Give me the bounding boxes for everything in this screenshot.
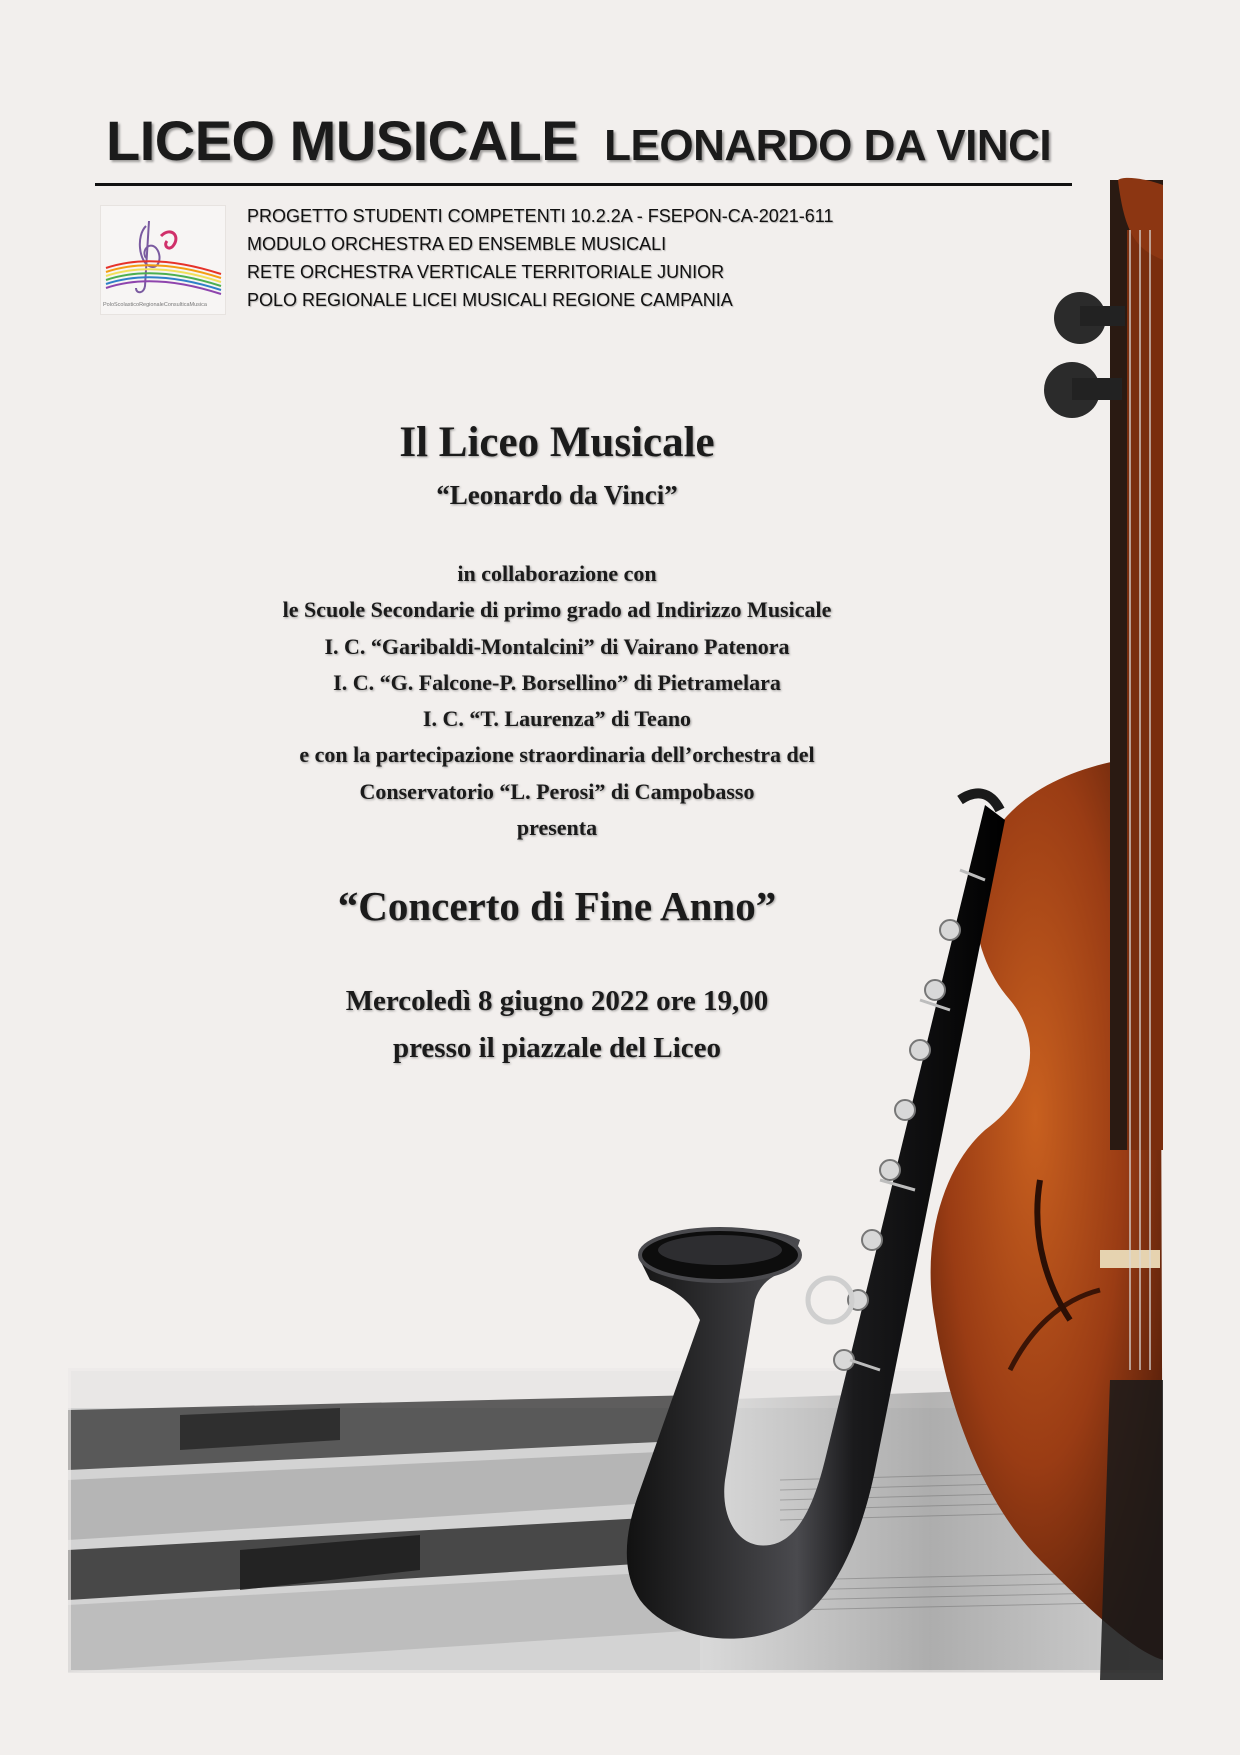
announcement-line: presenta [516,815,598,841]
announcement-line: I. C. “T. Laurenza” di Teano [422,706,692,732]
project-line: POLO REGIONALE LICEI MUSICALI REGIONE CAMPANIA [247,290,733,310]
announcement-body [157,556,957,846]
project-line: MODULO ORCHESTRA ED ENSEMBLE MUSICALI [247,234,667,254]
project-info [247,202,833,314]
header-divider [95,183,1072,186]
page-header [106,108,1051,173]
announcement-line: le Scuole Secondarie di primo grado ad Indirizzo Musicale [282,597,832,623]
announcement-line: I. C. “Garibaldi-Montalcini” di Vairano Patenora [324,633,790,659]
logo-caption: PoloScolasticoRegionaleConsulticaMusica [103,302,207,308]
header-title-name: LEONARDO DA VINCI [604,121,1052,170]
announcement-title: Il Liceo Musicale [399,419,715,466]
announcement-subtitle: “Leonardo da Vinci” [436,480,678,510]
polo-regionale-logo [100,205,226,315]
announcement-line: Conservatorio “L. Perosi” di Campobasso [359,778,755,804]
announcement-line: in collaborazione con [457,561,657,586]
header-title-main: LICEO MUSICALE [106,109,579,172]
event-date: Mercoledì 8 giugno 2022 ore 19,00 [345,985,769,1017]
event-place: presso il piazzale del Liceo [392,1032,722,1064]
project-line: PROGETTO STUDENTI COMPETENTI 10.2.2A - FSEPON-CA-2021-611 [247,206,834,226]
announcement-line: I. C. “G. Falcone-P. Borsellino” di Pietramelara [333,669,781,695]
project-line: RETE ORCHESTRA VERTICALE TERRITORIALE JUNIOR [247,262,725,282]
concert-title: “Concerto di Fine Anno” [337,883,777,929]
announcement-line: e con la partecipazione straordinaria dell’orchestra del [299,742,815,768]
treble-clef-logo-icon [101,206,225,314]
